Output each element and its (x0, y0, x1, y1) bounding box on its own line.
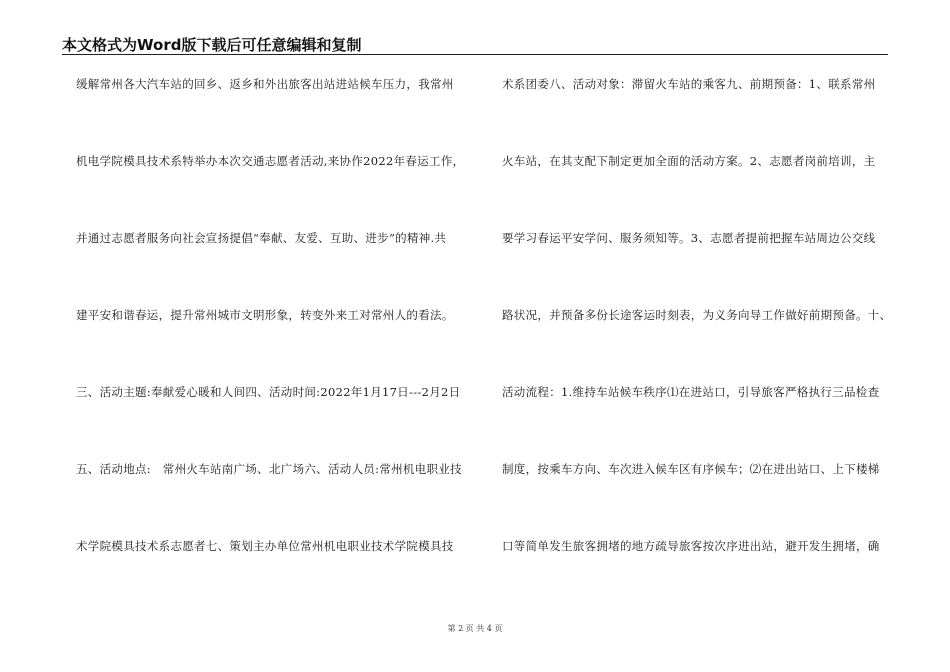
text-line: 建平安和谐春运，提升常州城市文明形象，转变外来工对常州人的看法。 (76, 308, 454, 322)
text-line: 五、活动地点: 常州火车站南广场、北广场六、活动人员:常州机电职业技 (76, 462, 462, 476)
page-number-footer: 第 2 页 共 4 页 (447, 624, 503, 633)
text-line: 缓解常州各大汽车站的回乡、返乡和外出旅客出站进站候车压力，我常州 (76, 77, 454, 91)
text-line: 制度，按乘车方向、车次进入候车区有序候车；⑵在进出站口、上下楼梯 (502, 462, 880, 476)
text-line: 术学院模具技术系志愿者七、策划主办单位常州机电职业技术学院模具技 (76, 539, 454, 553)
document-header-title: 本文格式为Word版下载后可任意编辑和复制 (62, 36, 362, 54)
text-line: 路状况，并预备多份长途客运时刻表，为义务向导工作做好前期预备。十、 (502, 308, 892, 322)
text-line: 火车站，在其支配下制定更加全面的活动方案。2、志愿者岗前培训，主 (502, 154, 876, 168)
text-line: 三、活动主题:奉献爱心暖和人间四、活动时间:2022年1月17日---2月2日 (76, 385, 461, 399)
text-line: 术系团委八、活动对象：滞留火车站的乘客九、前期预备：1、联系常州 (502, 77, 876, 91)
text-line: 并通过志愿者服务向社会宣扬提倡“奉献、友爱、互助、进步”的精神.共 (76, 231, 447, 245)
text-line: 机电学院模具技术系特举办本次交通志愿者活动,来协作2022年春运工作， (76, 154, 465, 168)
left-text-column (76, 74, 472, 613)
right-text-column (502, 74, 898, 613)
text-line: 活动流程：1.维持车站候车秩序⑴在进站口，引导旅客严格执行三品检查 (502, 385, 880, 399)
text-line: 要学习春运平安学问、服务须知等。3、志愿者提前把握车站周边公交线 (502, 231, 876, 245)
header-divider (62, 54, 888, 55)
text-line: 口等简单发生旅客拥堵的地方疏导旅客按次序进出站，避开发生拥堵，确 (502, 539, 880, 553)
